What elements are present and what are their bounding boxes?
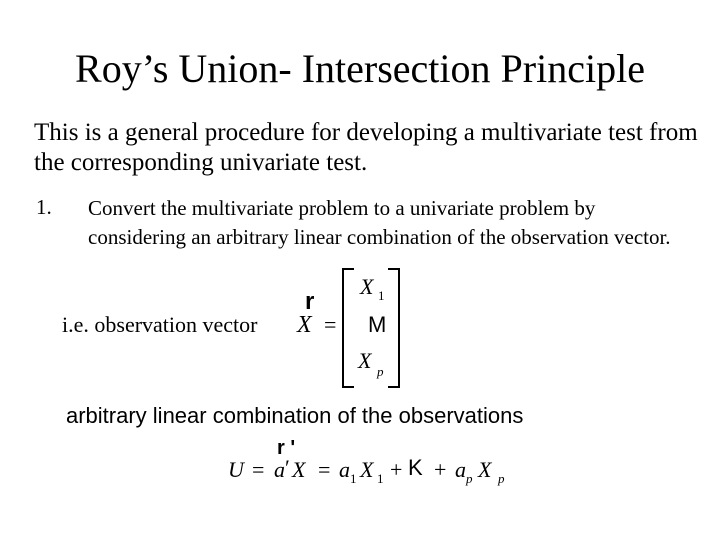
equation2-a1-subscript: 1 — [350, 471, 357, 486]
equation2-plus-2: + — [434, 457, 447, 482]
list-item-text: Convert the multivariate problem to a univariate problem by considering an arbitrary linear combination of the observation vector. — [88, 196, 671, 249]
equation2-accent-marks: r ' — [277, 437, 296, 459]
equation2-plus-1: + — [390, 457, 403, 482]
equation1-lhs: X — [297, 312, 312, 338]
vector-bottom-subscript: p — [377, 364, 384, 379]
equation2-X: X — [292, 457, 306, 482]
list-item-number: 1. — [36, 195, 52, 219]
intro-paragraph: This is a general procedure for developing a multivariate test from the corresponding univariate test. — [34, 119, 698, 176]
equation2-ap-subscript: p — [466, 471, 473, 486]
equation2-ellipsis-K: K — [408, 455, 423, 480]
slide-title: Roy’s Union- Intersection Principle — [75, 46, 645, 91]
equation1-equals: = — [324, 312, 337, 337]
equation2-equals-2: = — [318, 457, 331, 482]
equation2-ap: a — [455, 457, 466, 482]
linear-combination-label: arbitrary linear combination of the observations — [66, 403, 524, 428]
equation1-prefix: i.e. observation vector — [62, 312, 258, 337]
equation2-X1-subscript: 1 — [377, 471, 384, 486]
equation2-Xp: X — [478, 457, 492, 482]
vector-middle-element: M — [368, 312, 387, 337]
equation2-a: a — [274, 457, 285, 482]
equation2-U: U — [228, 457, 244, 482]
equation2-X1: X — [360, 457, 374, 482]
vector-accent-mark: r — [305, 288, 315, 315]
left-bracket — [342, 268, 354, 388]
vector-bottom-element: X — [358, 348, 372, 373]
vector-top-subscript: 1 — [378, 288, 385, 303]
right-bracket — [388, 268, 400, 388]
vector-top-element: X — [360, 274, 374, 299]
equation2-equals-1: = — [252, 457, 265, 482]
equation2-a1: a — [339, 457, 350, 482]
equation2-prime: ′ — [285, 455, 290, 480]
equation2-Xp-subscript: p — [498, 471, 505, 486]
